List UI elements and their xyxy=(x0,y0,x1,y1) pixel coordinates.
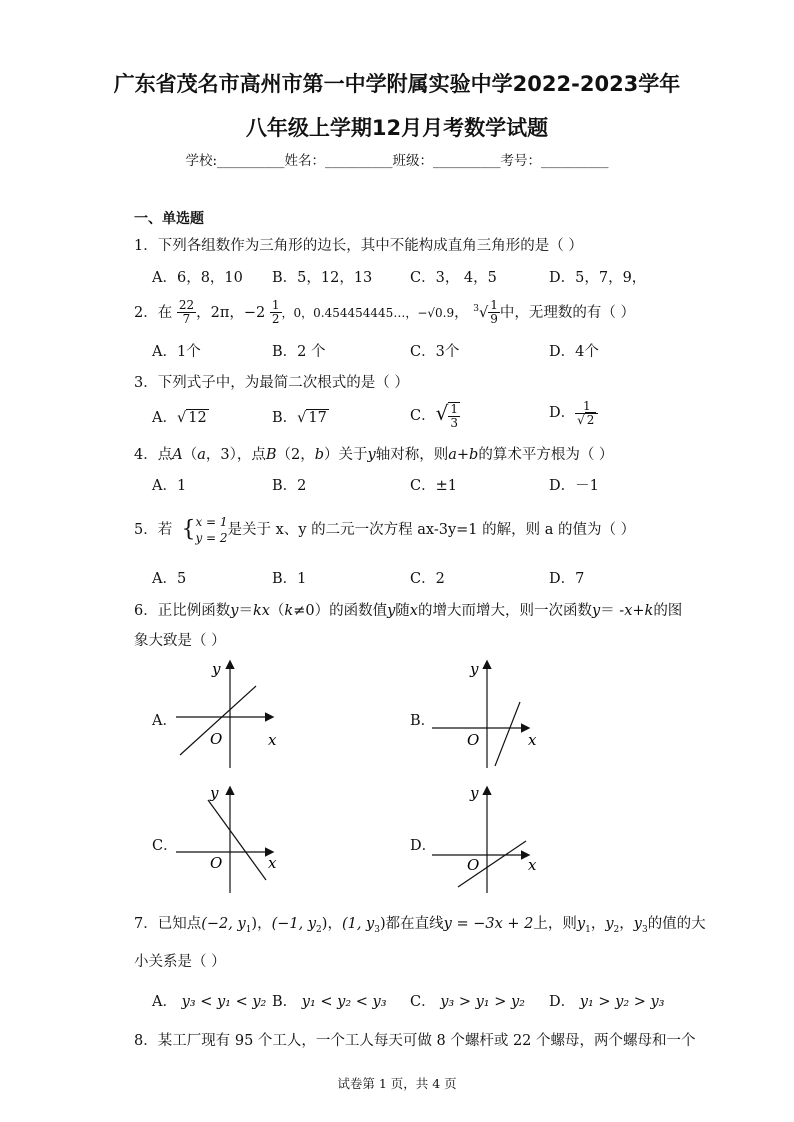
question-6-line1: 6．正比例函数y＝kx（k≠0）的函数值y随x的增大而增大，则一次函数y＝ -x+k的图 xyxy=(134,603,683,619)
graph-d-y-label: y xyxy=(470,784,479,802)
graph-a-x-label: x xyxy=(268,731,277,749)
question-7-line2: 小关系是（ ） xyxy=(134,954,226,970)
q6-option-a: A． xyxy=(152,713,177,729)
question-2: 2．在 $\frac{22}{7}$ ，2π，−2 $\frac{1}{2}$ ，0，0.454454445…，−√0.9， $^3$√ $\frac{1}{9}$ 中，无理数的有（ ） xyxy=(134,298,635,327)
question-1: 1．下列各组数作为三角形的边长，其中不能构成直角三角形的是（ ） xyxy=(134,238,583,254)
graph-b-y-label: y xyxy=(470,660,479,678)
q3-option-a: A．√ 12 xyxy=(152,410,207,426)
q5-option-c: C．2 xyxy=(410,571,445,587)
q2-option-c: C．3个 xyxy=(410,344,460,360)
graph-a-origin-label: O xyxy=(210,730,223,748)
graph-a-y-label: y xyxy=(212,660,221,678)
exam-title-line2: 八年级上学期12月月考数学试题 xyxy=(245,116,549,140)
page-footer: 试卷第 1 页，共 4 页 xyxy=(337,1076,457,1091)
q3-option-d: D． $\frac{1}{√ 2}$ xyxy=(549,398,598,428)
section-title: 一、单选题 xyxy=(134,211,204,227)
q7-option-b: B． y₁ < y₂ < y₃ xyxy=(272,994,387,1010)
question-7-line1: 7．已知点(−2, $y_1$)，(−1, $y_2$)，(1, $y_3$)都在直线y = −3x + 2上，则$y_1$，$y_2$，$y_3$的值的大 xyxy=(134,916,706,935)
graph-b xyxy=(432,662,528,768)
q1-option-a: A．6，8，10 xyxy=(152,270,243,286)
q6-option-b: B． xyxy=(410,713,436,729)
q1-option-b: B．5，12，13 xyxy=(272,270,373,286)
q5-option-d: D．7 xyxy=(549,571,585,587)
q7-option-a: A． y₃ < y₁ < y₂ xyxy=(152,994,267,1010)
q1-option-d: D．5，7，9， xyxy=(549,270,647,286)
q6-option-d: D． xyxy=(410,838,437,854)
q4-option-a: A．1 xyxy=(152,478,187,494)
graph-b-x-label: x xyxy=(528,731,537,749)
q4-option-d: D．－1 xyxy=(549,478,599,494)
graph-b-origin-label: O xyxy=(467,731,480,749)
graph-a xyxy=(176,662,272,768)
question-8: 8．某工厂现有 95 个工人，一个工人每天可做 8 个螺杆或 22 个螺母，两个螺母和一个 xyxy=(134,1033,696,1049)
q4-option-b: B．2 xyxy=(272,478,307,494)
q5-option-b: B．1 xyxy=(272,571,307,587)
q4-option-c: C．±1 xyxy=(410,478,457,494)
graph-c-x-label: x xyxy=(268,854,277,872)
q5-option-a: A．5 xyxy=(152,571,187,587)
question-5: 5．若 { x = 1 y = 2 是关于 x、y 的二元一次方程 ax-3y=1 的解，则 a 的值为（ ） xyxy=(134,515,636,545)
q2-option-b: B．2 个 xyxy=(272,344,326,360)
exam-title-line1: 广东省茂名市高州市第一中学附属实验中学2022-2023学年 xyxy=(113,72,681,96)
question-3: 3．下列式子中，为最简二次根式的是（ ） xyxy=(134,375,409,391)
graph-d-origin-label: O xyxy=(467,856,480,874)
graph-d-x-label: x xyxy=(528,856,537,874)
q7-option-d: D． y₁ > y₂ > y₃ xyxy=(549,994,665,1010)
student-info-line: 学校:__________姓名：__________班级：__________考号：__________ xyxy=(185,153,609,169)
graph-d xyxy=(432,788,528,893)
q3-option-c: C．√ $\frac{1}{3}$ xyxy=(410,401,458,430)
graph-c-y-label: y xyxy=(210,784,219,802)
q7-option-c: C． y₃ > y₁ > y₂ xyxy=(410,994,525,1010)
question-6-line2: 象大致是（ ） xyxy=(134,633,226,649)
q6-option-c: C． xyxy=(152,838,178,854)
graph-c-origin-label: O xyxy=(210,854,223,872)
question-4: 4．点A（a，3），点B（2，b）关于y轴对称，则a+b的算术平方根为（ ） xyxy=(134,447,614,463)
q3-option-b: B．√ 17 xyxy=(272,410,327,426)
q1-option-c: C．3， 4，5 xyxy=(410,270,497,286)
graph-c xyxy=(176,788,272,893)
q2-option-a: A．1个 xyxy=(152,344,201,360)
q2-option-d: D．4个 xyxy=(549,344,599,360)
graph-b-line xyxy=(495,702,520,766)
